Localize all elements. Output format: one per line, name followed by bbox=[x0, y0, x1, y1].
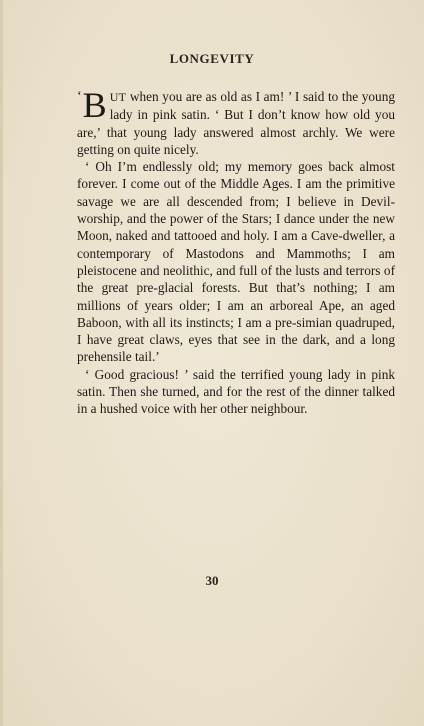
paragraph-1-text: when you are as old as I am! ’ I said to the young lady in pink satin. ‘ But I don’t know how old you are,’ that young lady answered almost archly. We were getting on quite nicely. bbox=[77, 89, 395, 157]
paragraph-3: ‘ Good gracious! ’ said the terrified young lady in pink satin. Then she turned, and for the rest of the dinner talked in a hushed voice with her other neighbour. bbox=[77, 366, 395, 417]
running-header: LONGEVITY bbox=[169, 51, 255, 66]
paragraph-2: ‘ Oh I’m endlessly old; my memory goes back almost forever. I come out of the Middle Ages. I am the primitive savage we are all descended from; I believe in Devil-worship, and the power of the Stars; I dance under the new Moon, naked and tattooed and holy. I am a Cave-dweller, a contemporary of Mastodons and Mammoths; I am pleistocene and neolithic, and full of the lusts and terrors of the great pre-glacial forests. But that’s nothing; I am millions of years older; I am an arboreal Ape, an aged Baboon, with all its instincts; I am a pre-simian quadruped, I have great claws, eyes that see in the dark, and a long prehensile tail.’ bbox=[77, 159, 395, 365]
page-number: 30 bbox=[205, 573, 219, 588]
page-edge bbox=[0, 0, 3, 726]
body-text bbox=[77, 85, 395, 418]
paragraph-1 bbox=[77, 85, 395, 158]
drop-cap: B bbox=[82, 85, 107, 125]
opening-quote-mark: ‘ bbox=[77, 89, 82, 104]
drop-cap-tail: UT bbox=[109, 90, 127, 104]
